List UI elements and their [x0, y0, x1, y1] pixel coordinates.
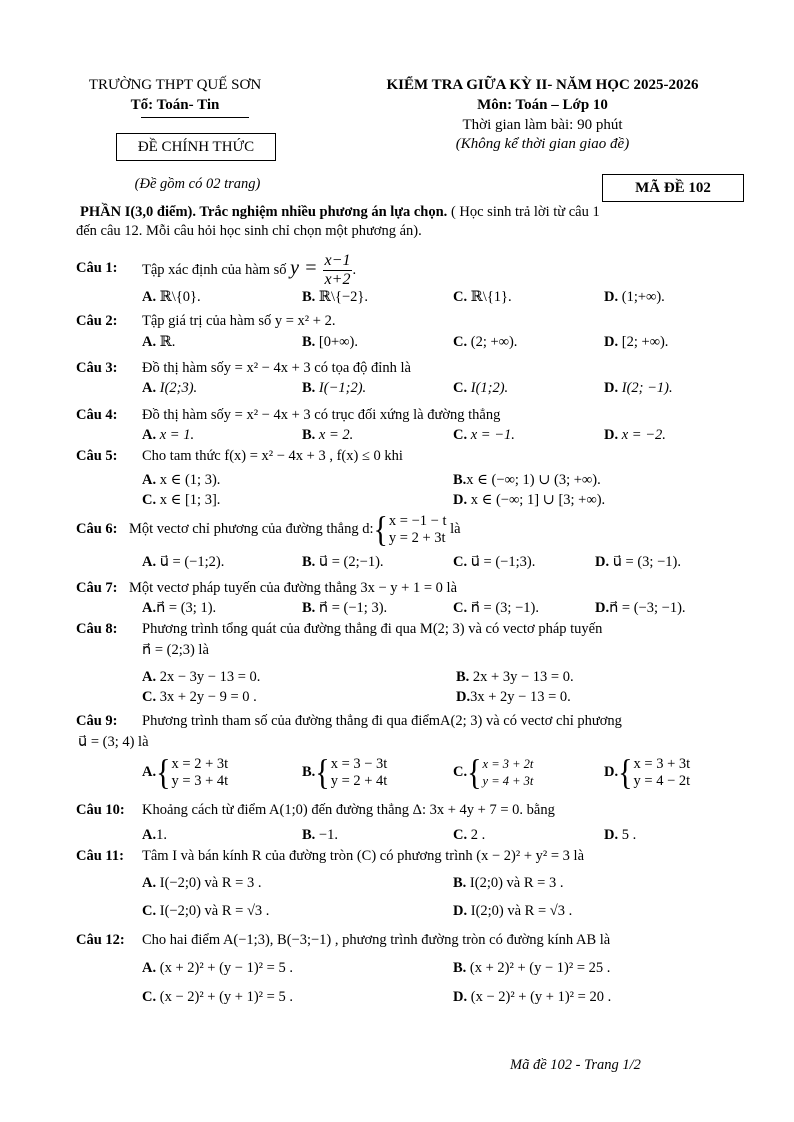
option-key: B. [302, 380, 316, 396]
q6-option-c[interactable] [453, 552, 535, 572]
q7-option-c[interactable] [453, 598, 539, 618]
option-text: 5 . [621, 827, 637, 843]
option-key: D. [595, 600, 610, 616]
q11-option-c[interactable] [142, 901, 269, 921]
system [172, 756, 229, 790]
q5-options-row1 [0, 470, 794, 490]
question-label: Câu 12: [76, 932, 125, 948]
option-key: A. [142, 875, 157, 891]
q8-options-row2 [0, 687, 794, 707]
option-key: B. [302, 427, 316, 443]
question-text: Một vectơ pháp tuyến của đường thẳng 3x − y + 1 = 0 là [129, 580, 457, 596]
option-text: (x − 2)² + (y + 1)² = 5 . [159, 989, 293, 1005]
option-key: D. [453, 903, 468, 919]
q1-y: y = [290, 257, 323, 279]
q6-option-b[interactable] [302, 552, 384, 572]
q4-options [0, 425, 794, 445]
q4-option-d[interactable] [604, 425, 666, 445]
question-label: Câu 9: [76, 713, 118, 729]
option-text: (2; +∞). [470, 334, 518, 350]
q1-dot: . [352, 262, 357, 278]
q10-options [0, 825, 794, 845]
exam-title: KIỂM TRA GIỮA KỲ II- NĂM HỌC 2025-2026 [386, 77, 699, 93]
q1-option-b[interactable] [302, 287, 368, 307]
q8-option-d[interactable] [456, 687, 571, 707]
q9-option-c[interactable] [453, 752, 533, 792]
option-key: C. [142, 989, 157, 1005]
q6-tail: là [446, 521, 461, 537]
option-text: ℝ\{0}. [159, 289, 201, 305]
part1-heading [80, 204, 740, 221]
question-text [129, 510, 461, 548]
question-label: Câu 1: [76, 260, 118, 276]
question-12 [0, 930, 794, 950]
q11-option-b[interactable] [453, 873, 563, 893]
option-text: (x + 2)² + (y − 1)² = 25 . [469, 960, 611, 976]
question-text: Cho tam thức f(x) = x² − 4x + 3 , f(x) ≤ 0 khi [142, 448, 403, 464]
option-key: C. [453, 380, 468, 396]
option-text: I(−1;2). [318, 380, 367, 396]
option-text: (1;+∞). [621, 289, 665, 305]
q2-option-b[interactable] [302, 332, 358, 352]
q1-fraction [323, 252, 353, 289]
option-key: D. [604, 764, 619, 780]
question-7 [0, 578, 794, 598]
brace-icon: { [373, 509, 388, 549]
q11-options-row1 [0, 873, 794, 893]
option-text: I(2;0) và R = √3 . [470, 903, 573, 919]
q6-option-d[interactable] [595, 552, 681, 572]
q10-option-d[interactable] [604, 825, 636, 845]
q4-option-b[interactable] [302, 425, 353, 445]
option-text: n⃗ = (−3; −1). [609, 600, 686, 616]
question-text: Cho hai điểm A(−1;3), B(−3;−1) , phương trình đường tròn có đường kính AB là [142, 932, 611, 948]
question-10 [0, 800, 794, 820]
q3-option-b[interactable] [302, 378, 366, 398]
official-badge: ĐỀ CHÍNH THỨC [116, 133, 276, 161]
option-text: 3x + 2y − 9 = 0 . [159, 689, 257, 705]
brace-icon: { [156, 752, 171, 792]
question-text: n⃗ = (2;3) là [142, 642, 209, 658]
q5-options-row2 [0, 490, 794, 510]
option-key: B. [302, 764, 316, 780]
option-key: C. [453, 427, 468, 443]
question-8 [0, 619, 794, 639]
q12-options-row1 [0, 958, 794, 978]
option-text: [0+∞). [318, 334, 358, 350]
part1-instr-a: ( Học sinh trả lời từ câu 1 [447, 204, 600, 220]
option-text: I(−2;0) và R = 3 . [159, 875, 262, 891]
option-key: B. [453, 960, 467, 976]
subject: Môn: Toán – Lớp 10 [477, 97, 608, 113]
option-text: x ∈ (−∞; 1) ∪ (3; +∞). [466, 472, 601, 488]
q6-options [0, 552, 794, 572]
q8-option-a[interactable] [142, 667, 260, 687]
question-label: Câu 2: [76, 313, 118, 329]
brace-icon: { [315, 752, 330, 792]
question-text: Phương trình tổng quát của đường thẳng đi qua M(2; 3) và có vectơ pháp tuyến [142, 621, 603, 637]
option-text: x = 2. [318, 427, 354, 443]
question-text: Đồ thị hàm sốy = x² − 4x + 3 có trục đối xứng là đường thẳng [142, 407, 501, 423]
option-key: B. [302, 289, 316, 305]
exam-time: Thời gian làm bài: 90 phút [462, 117, 623, 133]
q8-option-c[interactable] [142, 687, 257, 707]
option-key: D. [453, 989, 468, 1005]
option-text: I(2;3). [159, 380, 198, 396]
option-key: A. [142, 554, 157, 570]
option-key: A. [142, 289, 157, 305]
option-key: D. [604, 827, 619, 843]
question-4 [0, 405, 794, 425]
option-text: n⃗ = (3; −1). [470, 600, 539, 616]
q8-option-b[interactable] [456, 667, 574, 687]
question-label: Câu 11: [76, 848, 124, 864]
option-text: ℝ\{−2}. [318, 289, 368, 305]
question-5 [0, 446, 794, 466]
q10-option-a[interactable] [142, 825, 167, 845]
question-label: Câu 7: [76, 580, 118, 596]
department: Tổ: Toán- Tin [130, 97, 220, 113]
q6-sys-line1: x = −1 − t [388, 512, 447, 529]
q6-option-a[interactable] [142, 552, 224, 572]
option-key: A. [142, 427, 157, 443]
option-text: x = −1. [470, 427, 515, 443]
q11-options-row2 [0, 901, 794, 921]
question-label: Câu 4: [76, 407, 118, 423]
option-text: 3x + 2y − 13 = 0. [470, 689, 571, 705]
q5-option-b[interactable] [453, 470, 601, 490]
q12-option-b[interactable] [453, 958, 610, 978]
q3-option-a[interactable] [142, 378, 197, 398]
q6-system [389, 513, 447, 547]
question-text: Đồ thị hàm sốy = x² − 4x + 3 có tọa độ đỉnh là [142, 360, 411, 376]
sys-line1: x = 3 − 3t [330, 755, 388, 772]
question-label: Câu 10: [76, 802, 125, 818]
question-label: Câu 5: [76, 448, 118, 464]
q2-options [0, 332, 794, 352]
sys-line1: x = 3 + 3t [633, 755, 691, 772]
option-key: D. [595, 554, 610, 570]
q1-option-a[interactable] [142, 287, 201, 307]
school-name: TRƯỜNG THPT QUẾ SƠN [88, 77, 262, 93]
q11-option-d[interactable] [453, 901, 572, 921]
question-label: Câu 3: [76, 360, 118, 376]
brace-icon: { [467, 752, 482, 792]
q4-option-a[interactable] [142, 425, 194, 445]
option-text: 2 . [470, 827, 486, 843]
option-text: u⃗ = (2;−1). [318, 554, 384, 570]
sys-line2: y = 2 + 4t [330, 772, 388, 789]
brace-icon: { [618, 752, 633, 792]
option-key: A. [142, 380, 157, 396]
q2-option-d[interactable] [604, 332, 668, 352]
q12-option-c[interactable] [142, 987, 293, 1007]
part1-title: PHẦN I(3,0 điểm). Trắc nghiệm nhiều phương án lựa chọn. [80, 204, 448, 220]
option-text: u⃗ = (3; −1). [612, 554, 681, 570]
q9-option-d[interactable] [604, 752, 690, 792]
option-key: C. [453, 827, 468, 843]
q9-option-b[interactable] [302, 752, 387, 792]
q9-options [0, 752, 794, 792]
option-text: x = −2. [621, 427, 666, 443]
q1-text: Tập xác định của hàm số [142, 262, 291, 278]
q1-num: x−1 [324, 252, 351, 270]
option-key: A. [142, 334, 157, 350]
option-key: B. [456, 669, 470, 685]
q3-option-d[interactable] [604, 378, 673, 398]
option-key: C. [453, 554, 468, 570]
question-9-line2 [0, 732, 794, 752]
option-key: B. [453, 875, 467, 891]
question-2 [0, 311, 794, 331]
option-key: C. [142, 689, 157, 705]
question-6 [0, 510, 794, 548]
question-9 [0, 711, 794, 731]
q7-option-d[interactable] [595, 598, 686, 618]
q3-options [0, 378, 794, 398]
question-1 [0, 251, 794, 289]
option-text: (x + 2)² + (y − 1)² = 5 . [159, 960, 293, 976]
option-key: D. [604, 334, 619, 350]
option-text: x = 1. [159, 427, 195, 443]
option-text: I(2; −1). [621, 380, 673, 396]
pages-note: (Đề gồm có 02 trang) [134, 176, 261, 192]
q5-option-a[interactable] [142, 470, 220, 490]
option-text: I(1;2). [470, 380, 509, 396]
option-text: ℝ\{1}. [470, 289, 512, 305]
q7-option-a[interactable] [142, 598, 216, 618]
question-text: Tập giá trị của hàm số y = x² + 2. [142, 313, 336, 329]
option-key: D. [604, 427, 619, 443]
option-text: u⃗ = (−1;2). [159, 554, 225, 570]
q4-option-c[interactable] [453, 425, 515, 445]
option-key: C. [453, 764, 468, 780]
exam-code: MÃ ĐỀ 102 [602, 174, 744, 202]
option-key: B. [302, 334, 316, 350]
page-footer: Mã đề 102 - Trang 1/2 [510, 1057, 641, 1073]
sys-line1: x = 2 + 3t [171, 755, 229, 772]
option-key: B. [453, 472, 467, 488]
q1-option-c[interactable] [453, 287, 512, 307]
option-text: x ∈ (−∞; 1] ∪ [3; +∞). [470, 492, 606, 508]
q5-option-d[interactable] [453, 490, 605, 510]
option-text: −1. [318, 827, 338, 843]
option-text: u⃗ = (−1;3). [470, 554, 536, 570]
option-key: C. [453, 289, 468, 305]
sys-line1: x = 3 + 2t [482, 756, 534, 771]
sys-line2: y = 4 − 2t [633, 772, 691, 789]
option-text: n⃗ = (3; 1). [156, 600, 217, 616]
option-text: 2x − 3y − 13 = 0. [159, 669, 261, 685]
question-label: Câu 8: [76, 621, 118, 637]
q2-option-c[interactable] [453, 332, 517, 352]
q11-option-a[interactable] [142, 873, 261, 893]
option-key: D. [456, 689, 471, 705]
option-key: A. [142, 600, 157, 616]
question-text: Phương trình tham số của đường thẳng đi qua điểmA(2; 3) và có vectơ chỉ phương [142, 713, 622, 729]
option-key: A. [142, 669, 157, 685]
question-3 [0, 358, 794, 378]
system [634, 756, 691, 790]
system [483, 756, 534, 790]
option-key: C. [142, 903, 157, 919]
sys-line2: y = 4 + 3t [482, 773, 534, 788]
option-key: D. [604, 380, 619, 396]
option-text: [2; +∞). [621, 334, 669, 350]
option-key: C. [453, 334, 468, 350]
option-text: n⃗ = (−1; 3). [318, 600, 388, 616]
option-text: I(−2;0) và R = √3 . [159, 903, 270, 919]
option-key: A. [142, 827, 157, 843]
q12-option-a[interactable] [142, 958, 293, 978]
time-note: (Không kể thời gian giao đề) [455, 136, 630, 152]
q7-option-b[interactable] [302, 598, 387, 618]
option-key: D. [604, 289, 619, 305]
option-text: ℝ. [159, 334, 176, 350]
option-text: x ∈ [1; 3]. [159, 492, 221, 508]
option-text: (x − 2)² + (y + 1)² = 20 . [470, 989, 612, 1005]
q1-option-d[interactable] [604, 287, 665, 307]
option-key: A. [142, 472, 157, 488]
q10-option-c[interactable] [453, 825, 485, 845]
system [331, 756, 388, 790]
question-text: Tâm I và bán kính R của đường tròn (C) có phương trình (x − 2)² + y² = 3 là [142, 848, 585, 864]
q12-option-d[interactable] [453, 987, 611, 1007]
question-11 [0, 846, 794, 866]
q7-options [0, 598, 794, 618]
q9-option-a[interactable] [142, 752, 228, 792]
q3-option-c[interactable] [453, 378, 508, 398]
q6-sys-line2: y = 2 + 3t [388, 529, 446, 546]
q1-den: x+2 [324, 271, 351, 289]
option-key: B. [302, 554, 316, 570]
option-text: 2x + 3y − 13 = 0. [472, 669, 574, 685]
option-key: A. [142, 960, 157, 976]
q10-option-b[interactable] [302, 825, 338, 845]
q6-text: Một vectơ chỉ phương của đường thẳng d: [129, 521, 374, 537]
q5-option-c[interactable] [142, 490, 220, 510]
option-text: x ∈ (1; 3). [159, 472, 221, 488]
option-key: D. [453, 492, 468, 508]
q12-options-row2 [0, 987, 794, 1007]
option-key: C. [142, 492, 157, 508]
part1-instr-b: đến câu 12. Mỗi câu hỏi học sinh chỉ chọn một phương án). [76, 223, 422, 239]
option-key: B. [302, 827, 316, 843]
question-text: u⃗ = (3; 4) là [78, 734, 149, 750]
option-text: 1. [156, 827, 167, 843]
question-text [142, 251, 356, 289]
q1-options [0, 287, 794, 307]
option-key: C. [453, 600, 468, 616]
question-text: Khoảng cách từ điểm A(1;0) đến đường thẳng Δ: 3x + 4y + 7 = 0. bằng [142, 802, 555, 818]
option-key: B. [302, 600, 316, 616]
question-label: Câu 6: [76, 521, 118, 537]
option-key: A. [142, 764, 157, 780]
option-text: I(2;0) và R = 3 . [469, 875, 564, 891]
sys-line2: y = 3 + 4t [171, 772, 229, 789]
question-8-line2 [0, 640, 794, 660]
q2-option-a[interactable] [142, 332, 175, 352]
header-underline [141, 117, 249, 118]
q8-options-row1 [0, 667, 794, 687]
